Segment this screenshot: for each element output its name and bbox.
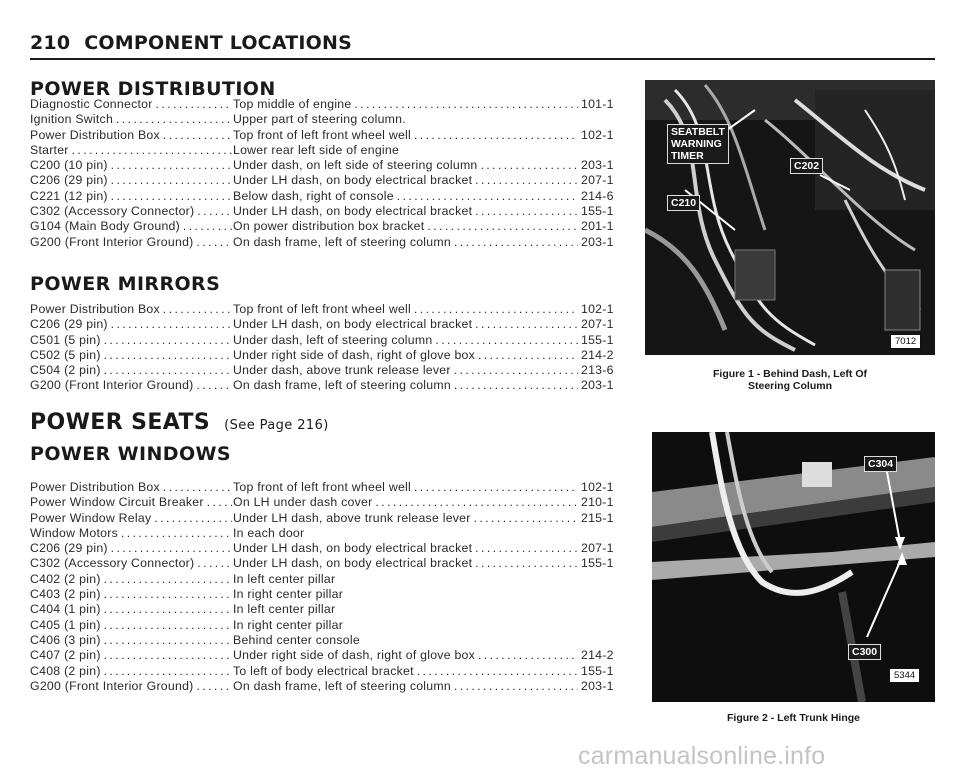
page-reference: 155-1 [581, 556, 614, 571]
table-row [30, 556, 630, 571]
table-row [30, 302, 630, 317]
component-name: Power Window Circuit Breaker . . . [30, 495, 232, 510]
figure-2-caption: Figure 2 - Left Trunk Hinge [726, 712, 860, 724]
figure-1-caption [645, 368, 935, 392]
component-location: Under LH dash, on body electrical bracket . . . [233, 317, 578, 332]
table-row [30, 648, 630, 663]
watermark: carmanualsonline.info [578, 742, 826, 770]
page-reference: 155-1 [581, 332, 614, 347]
component-location: Top front of left front wheel well . . . [233, 480, 578, 495]
table-row [30, 219, 630, 234]
page-title: COMPONENT LOCATIONS [84, 32, 353, 54]
figure-1-photo [645, 80, 935, 355]
table-row [30, 511, 630, 526]
table-row [30, 363, 630, 378]
table-row [30, 143, 630, 158]
section-title-seats [30, 410, 329, 435]
component-location: In right center pillar [233, 587, 344, 602]
component-name: Window Motors . . . [30, 526, 232, 541]
component-location: Under LH dash, on body electrical bracket . . . [233, 556, 578, 571]
table-row [30, 618, 630, 633]
component-name: Diagnostic Connector . . . [30, 97, 232, 112]
figure-1-caption-line1: Figure 1 - Behind Dash, Left Of [712, 368, 867, 380]
page-reference: 210-1 [581, 495, 614, 510]
table-row [30, 112, 630, 127]
component-name: Power Distribution Box . . . [30, 302, 232, 317]
component-name: C206 (29 pin) . . . [30, 317, 232, 332]
component-name: C206 (29 pin) . . . [30, 173, 232, 188]
table-row [30, 128, 630, 143]
component-name: C402 (2 pin) . . . [30, 572, 232, 587]
page-reference: 203-1 [581, 234, 614, 249]
table-row [30, 664, 630, 679]
page-reference: 213-6 [581, 363, 614, 378]
table-row [30, 602, 630, 617]
component-name: C200 (10 pin) . . . [30, 158, 232, 173]
component-location: Upper part of steering column. [233, 112, 406, 127]
component-name: C501 (5 pin) . . . [30, 333, 232, 348]
component-location: Under right side of dash, right of glove box . . . [233, 348, 578, 363]
table-row [30, 173, 630, 188]
component-name: G200 (Front Interior Ground) . . . [30, 679, 232, 694]
component-location: Top front of left front wheel well . . . [233, 302, 578, 317]
component-name: Power Distribution Box . . . [30, 480, 232, 495]
table-row [30, 587, 630, 602]
section-title-mirrors: POWER MIRRORS [30, 273, 221, 295]
label-seatbelt-warning-timer: SEATBELT WARNING TIMER [667, 124, 729, 164]
component-name: C302 (Accessory Connector) . . . [30, 204, 232, 219]
component-location: Below dash, right of console . . . [233, 189, 578, 204]
page-reference: 102-1 [581, 127, 614, 142]
table-row [30, 526, 630, 541]
seats-title: POWER SEATS [30, 410, 211, 435]
component-name: C406 (3 pin) . . . [30, 633, 232, 648]
page-reference: 102-1 [581, 480, 614, 494]
table-row [30, 495, 630, 510]
component-location: On power distribution box bracket . . . [233, 219, 578, 234]
page-reference: 102-1 [581, 302, 614, 316]
figure-1-ref: 7012 [890, 334, 921, 349]
figure-2-photo [652, 432, 935, 702]
component-location: In left center pillar [233, 571, 336, 586]
table-row [30, 235, 630, 250]
figure-1-caption-line2: Steering Column [747, 380, 832, 392]
page-reference: 203-1 [581, 378, 614, 393]
component-name: C405 (1 pin) . . . [30, 618, 232, 633]
component-location: Under LH dash, on body electrical bracket . . . [233, 541, 578, 556]
table-distribution [30, 97, 630, 250]
component-location: Under LH dash, on body electrical bracket . . . [233, 173, 578, 188]
component-location: Top middle of engine . . . [233, 97, 578, 112]
component-name: C407 (2 pin) . . . [30, 648, 232, 663]
table-row [30, 679, 630, 694]
table-row [30, 348, 630, 363]
component-location: Lower rear left side of engine [233, 142, 400, 157]
component-name: C302 (Accessory Connector) . . . [30, 556, 232, 571]
page-reference: 155-1 [581, 663, 614, 678]
component-location: Under dash, on left side of steering column . . . [233, 158, 578, 173]
section-title-windows: POWER WINDOWS [30, 443, 231, 465]
component-location: Under right side of dash, right of glove box . . . [233, 648, 578, 663]
table-row [30, 333, 630, 348]
component-location: Under dash, left of steering column . . . [233, 333, 578, 348]
page-reference: 207-1 [581, 541, 614, 556]
page-reference: 207-1 [581, 173, 614, 188]
table-row [30, 572, 630, 587]
page-number: 210 [30, 32, 71, 54]
table-row [30, 633, 630, 648]
page-reference: 203-1 [581, 678, 614, 693]
component-name: C404 (1 pin) . . . [30, 602, 232, 617]
component-name: C206 (29 pin) . . . [30, 541, 232, 556]
component-location: Under LH dash, above trunk release lever . . . [233, 511, 578, 526]
component-name: G200 (Front Interior Ground) . . . [30, 378, 232, 393]
table-row [30, 378, 630, 393]
component-name: G200 (Front Interior Ground) . . . [30, 235, 232, 250]
page-header [30, 32, 352, 54]
component-name: Power Window Relay . . . [30, 511, 232, 526]
table-row [30, 189, 630, 204]
component-name: Starter . . . [30, 143, 232, 158]
label-c210: C210 [667, 195, 700, 211]
component-location: In right center pillar [233, 617, 344, 632]
component-location: In left center pillar [233, 602, 336, 617]
label-c304: C304 [864, 456, 897, 472]
page-reference: 214-2 [581, 347, 614, 362]
component-name: C504 (2 pin) . . . [30, 363, 232, 378]
component-name: Power Distribution Box . . . [30, 128, 232, 143]
page-reference: 101-1 [581, 97, 614, 111]
table-mirrors [30, 302, 630, 394]
table-row [30, 158, 630, 173]
component-location: Top front of left front wheel well . . . [233, 128, 578, 143]
component-name: C403 (2 pin) . . . [30, 587, 232, 602]
label-c300: C300 [848, 644, 881, 660]
component-location: To left of body electrical bracket . . . [233, 664, 578, 679]
component-location: On dash frame, left of steering column . . . [233, 378, 578, 393]
component-name: C221 (12 pin) . . . [30, 189, 232, 204]
component-location: On dash frame, left of steering column . . . [233, 679, 578, 694]
table-row [30, 97, 630, 112]
table-row [30, 480, 630, 495]
component-location: Under LH dash, on body electrical bracket . . . [233, 204, 578, 219]
page-reference: 214-6 [581, 188, 614, 203]
section-title-distribution: POWER DISTRIBUTION [30, 78, 276, 100]
page-reference: 207-1 [581, 317, 614, 332]
label-c202: C202 [790, 158, 823, 174]
table-row [30, 317, 630, 332]
page-reference: 214-2 [581, 648, 614, 663]
table-row [30, 541, 630, 556]
component-name: C408 (2 pin) . . . [30, 664, 232, 679]
header-rule [30, 58, 935, 60]
component-location: In each door [233, 525, 305, 540]
wiring-harness-image [645, 80, 935, 355]
table-windows [30, 480, 630, 694]
page-reference: 215-1 [581, 510, 614, 525]
figure-2-ref: 5344 [889, 668, 920, 683]
page-reference: 155-1 [581, 204, 614, 219]
table-row [30, 204, 630, 219]
trunk-hinge-image [652, 432, 935, 702]
page-reference: 203-1 [581, 158, 614, 173]
component-name: Ignition Switch . . . [30, 112, 232, 127]
seats-note: (See Page 216) [224, 418, 329, 433]
component-location: Under dash, above trunk release lever . . . [233, 363, 578, 378]
page-reference: 201-1 [581, 219, 614, 234]
component-location: On LH under dash cover . . . [233, 495, 578, 510]
component-name: G104 (Main Body Ground) . . . [30, 219, 232, 234]
component-name: C502 (5 pin) . . . [30, 348, 232, 363]
component-location: Behind center console [233, 632, 360, 647]
component-location: On dash frame, left of steering column . . . [233, 235, 578, 250]
